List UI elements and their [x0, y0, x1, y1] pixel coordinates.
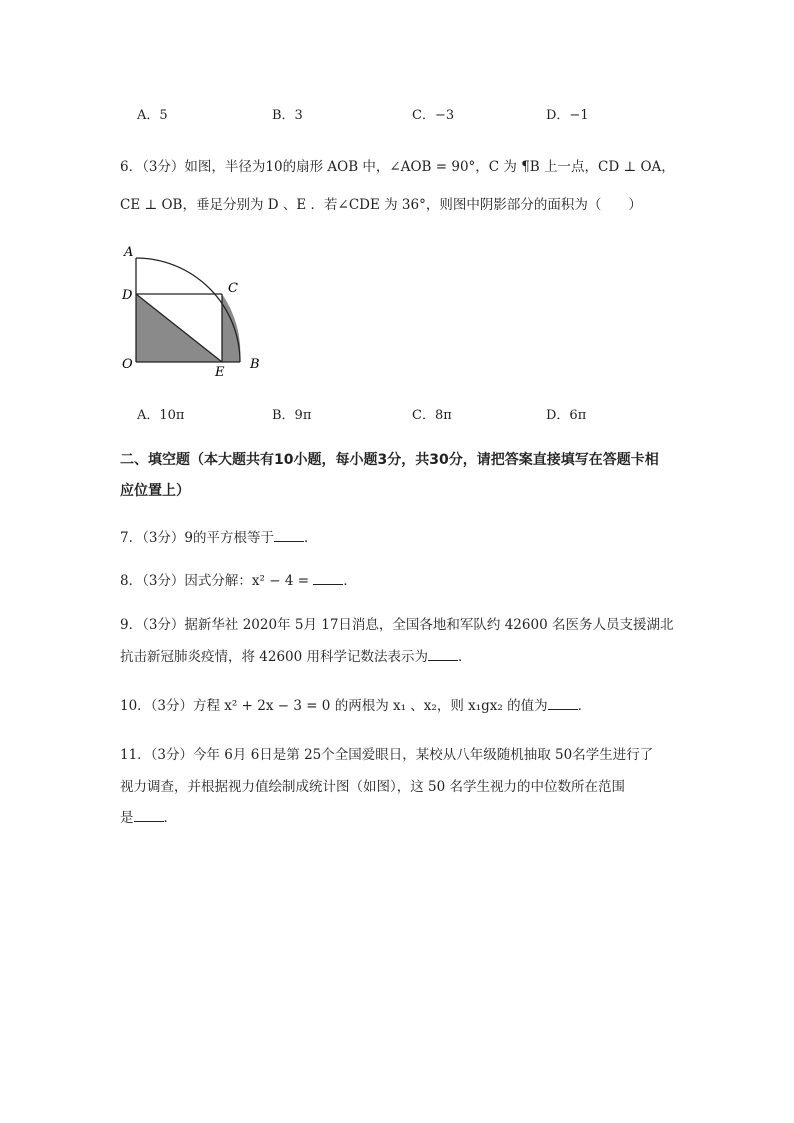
- label-a: A: [124, 245, 134, 260]
- question-6-line2: CE ⊥ OB，垂足分别为 D 、E ．若∠CDE 为 36°，则图中阴影部分的面积为（ ）: [120, 197, 642, 213]
- question-11-text: 是: [120, 810, 134, 826]
- shaded-arc-region: [222, 294, 240, 362]
- question-11-end: ．: [163, 810, 177, 826]
- section-heading-line1: 二、填空题（本大题共有10小题，每小题3分，共30分，请把答案直接填写在答题卡相: [120, 452, 659, 468]
- answer-blank[interactable]: [313, 574, 343, 585]
- question-11-line3: [120, 806, 177, 826]
- question-11-line2: 视力调查，并根据视力值绘制成统计图（如图），这 50 名学生视力的中位数所在范围: [120, 779, 626, 795]
- option-c: C．−3: [412, 108, 455, 123]
- question-10-text: 10．（3分）方程 x² + 2x − 3 = 0 的两根为 x₁ 、x₂，则 x₁gx₂ 的值为: [120, 698, 548, 714]
- label-e: E: [215, 365, 225, 380]
- option-a: A．5: [137, 108, 168, 123]
- option-d: D．−1: [546, 108, 589, 123]
- label-d: D: [122, 288, 133, 303]
- question-8-end: ．: [343, 573, 357, 589]
- question-10: [120, 694, 591, 714]
- answer-blank[interactable]: [548, 699, 578, 710]
- question-8-text: 8．（3分）因式分解：x² − 4 =: [120, 573, 310, 589]
- question-9-line1: 9．（3分）据新华社 2020年 5月 17日消息，全国各地和军队约 42600 名医务人员支援湖北: [120, 617, 674, 633]
- label-c: C: [228, 281, 238, 296]
- answer-blank[interactable]: [134, 811, 164, 822]
- question-9-text: 抗击新冠肺炎疫情，将 42600 用科学记数法表示为: [120, 649, 429, 665]
- sector-figure: [118, 240, 278, 380]
- question-9-line2: [120, 645, 472, 665]
- option-b: B．3: [272, 108, 303, 123]
- question-11-line1: 11．（3分）今年 6月 6日是第 25个全国爱眼日，某校从八年级随机抽取 50名学生进行了: [120, 747, 654, 763]
- answer-blank[interactable]: [428, 650, 458, 661]
- question-6-line1: 6．（3分）如图，半径为10的扇形 AOB 中，∠AOB = 90°，C 为 ¶B 上一点，CD ⊥ OA，: [120, 159, 675, 175]
- option-c: C．8π: [412, 408, 452, 423]
- label-b: B: [250, 357, 260, 372]
- label-o: O: [122, 357, 133, 372]
- question-7-text: 7．（3分）9的平方根等于: [120, 530, 275, 546]
- answer-blank[interactable]: [274, 531, 304, 542]
- question-7-end: ．: [304, 530, 318, 546]
- question-10-end: ．: [577, 698, 592, 714]
- option-a: A．10π: [137, 408, 185, 423]
- question-8: [120, 569, 357, 589]
- question-9-end: ．: [458, 649, 472, 665]
- question-7: [120, 526, 318, 546]
- option-b: B．9π: [272, 408, 312, 423]
- option-d: D．6π: [546, 408, 587, 423]
- section-heading-line2: 应位置上）: [120, 483, 190, 499]
